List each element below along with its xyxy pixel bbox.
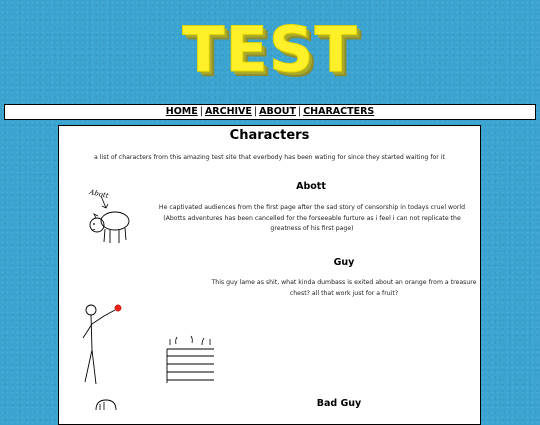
nav-separator: | xyxy=(253,106,258,117)
nav-separator: | xyxy=(199,106,203,117)
nav-about-link[interactable]: ABOUT xyxy=(259,106,296,117)
character-name-abott: Abott xyxy=(296,181,326,192)
abott-sketch xyxy=(77,182,137,252)
abott-sketch-label: Abott xyxy=(88,188,110,200)
nav-separator: | xyxy=(297,106,302,117)
content-panel xyxy=(58,125,481,425)
bad-guy-sketch xyxy=(93,392,133,412)
nav-characters-link[interactable]: CHARACTERS xyxy=(303,106,375,117)
character-description-abott: He captivated audiences from the first page after the sad story of censorship in todays cruel world (Abotts adventures has been cancelled for the forseeable furture as i feel i can not replicate the greatness of his first page) xyxy=(158,204,466,232)
guy-sketch xyxy=(77,298,127,393)
character-name-guy: Guy xyxy=(333,257,355,268)
site-title: TEST xyxy=(182,13,358,86)
character-name-bad-guy: Bad Guy xyxy=(316,398,362,409)
nav-home-link[interactable]: HOME xyxy=(165,106,198,117)
nav-archive-link[interactable]: ARCHIVE xyxy=(204,106,252,117)
nav-bar xyxy=(4,104,536,120)
page-title: Characters xyxy=(229,128,310,143)
page-intro: a list of characters from this amazing test site that everbody has been wating for since they started waiting for it xyxy=(94,154,445,161)
character-description-guy: This guy lame as shit, what kinda dumbass is exited about an orange from a treasure chest? all that work just for a fruit? xyxy=(211,279,477,297)
treasure-chest-sketch xyxy=(162,331,222,391)
